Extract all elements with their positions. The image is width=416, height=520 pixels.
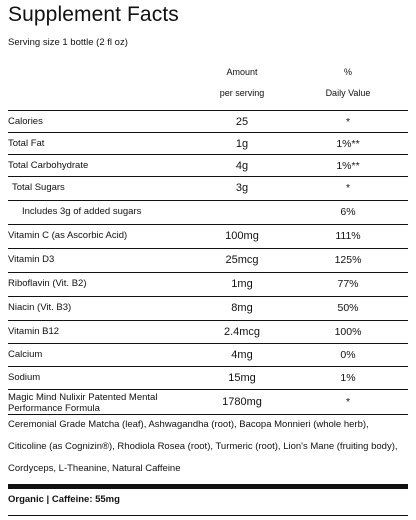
row-name: Calories — [8, 116, 43, 127]
row-dv: 6% — [340, 206, 356, 218]
table-row — [8, 343, 408, 367]
row-dv: * — [345, 182, 351, 194]
row-amount: 1g — [235, 138, 249, 150]
table-row — [8, 224, 408, 249]
row-dv: 1% — [340, 372, 356, 384]
table-row — [8, 200, 408, 225]
serving-size: Serving size 1 bottle (2 fl oz) — [8, 37, 128, 48]
footer-divider — [8, 484, 408, 489]
row-name: Total Carbohydrate — [8, 160, 89, 171]
row-amount: 4g — [235, 160, 249, 172]
row-name-line2: Performance Formula — [8, 403, 100, 414]
page-title: Supplement Facts — [8, 3, 179, 26]
row-dv: 1%** — [336, 138, 360, 150]
row-dv: 125% — [334, 254, 362, 266]
row-amount: 8mg — [231, 302, 253, 314]
table-row — [8, 296, 408, 321]
row-amount: 4mg — [231, 349, 253, 361]
bottom-divider — [8, 515, 408, 516]
row-dv: 1%** — [336, 160, 360, 172]
row-dv: 77% — [337, 278, 359, 290]
row-name: Calcium — [8, 349, 43, 360]
row-dv: 100% — [334, 326, 362, 338]
row-amount: 25 — [235, 116, 249, 128]
table-row — [8, 389, 408, 415]
header-amount-line2: per serving — [219, 88, 265, 98]
footer-note: Organic | Caffeine: 55mg — [8, 494, 120, 505]
row-amount: 25mcg — [225, 254, 259, 266]
table-row — [8, 272, 408, 297]
row-name: Includes 3g of added sugars — [22, 206, 142, 217]
table-row — [8, 320, 408, 344]
table-row — [8, 366, 408, 390]
row-name-line1: Magic Mind Nulixir Patented Mental — [8, 392, 158, 403]
row-amount: 3g — [235, 182, 249, 194]
header-dv-line2: Daily Value — [325, 88, 371, 98]
row-dv: * — [345, 396, 351, 408]
table-row — [8, 176, 408, 201]
row-dv: 111% — [335, 230, 361, 242]
row-name — [8, 392, 157, 414]
row-name: Vitamin C (as Ascorbic Acid) — [8, 230, 128, 241]
row-name: Niacin (Vit. B3) — [8, 302, 72, 313]
table-row — [8, 132, 408, 155]
row-name: Total Fat — [8, 138, 45, 149]
table-row — [8, 110, 408, 133]
row-amount: 1780mg — [222, 396, 262, 408]
row-amount: 1mg — [231, 278, 253, 290]
header-amount-line1: Amount — [226, 67, 258, 77]
row-amount: 100mg — [225, 230, 259, 242]
table-row — [8, 248, 408, 273]
row-name: Vitamin D3 — [8, 254, 55, 265]
row-name: Vitamin B12 — [8, 326, 60, 337]
header-dv-line1: % — [343, 67, 352, 77]
ingredients-list: Ceremonial Grade Matcha (leaf), Ashwagandha (root), Bacopa Monnieri (whole herb), Citicoline (as Cognizin®), Rhodiola Rosea (root), Turmeric (root), Lion's Mane (fruiting body), Cordyceps, L-Theanine, Natural Caffeine — [8, 419, 398, 474]
row-dv: 0% — [340, 349, 356, 361]
row-dv: 50% — [337, 302, 359, 314]
table-row — [8, 154, 408, 177]
row-amount: 15mg — [228, 372, 256, 384]
row-amount: 2.4mcg — [223, 326, 261, 338]
row-name: Sodium — [8, 372, 41, 383]
row-name: Total Sugars — [12, 182, 65, 193]
row-name: Riboflavin (Vit. B2) — [8, 278, 87, 289]
row-dv: * — [345, 116, 351, 128]
